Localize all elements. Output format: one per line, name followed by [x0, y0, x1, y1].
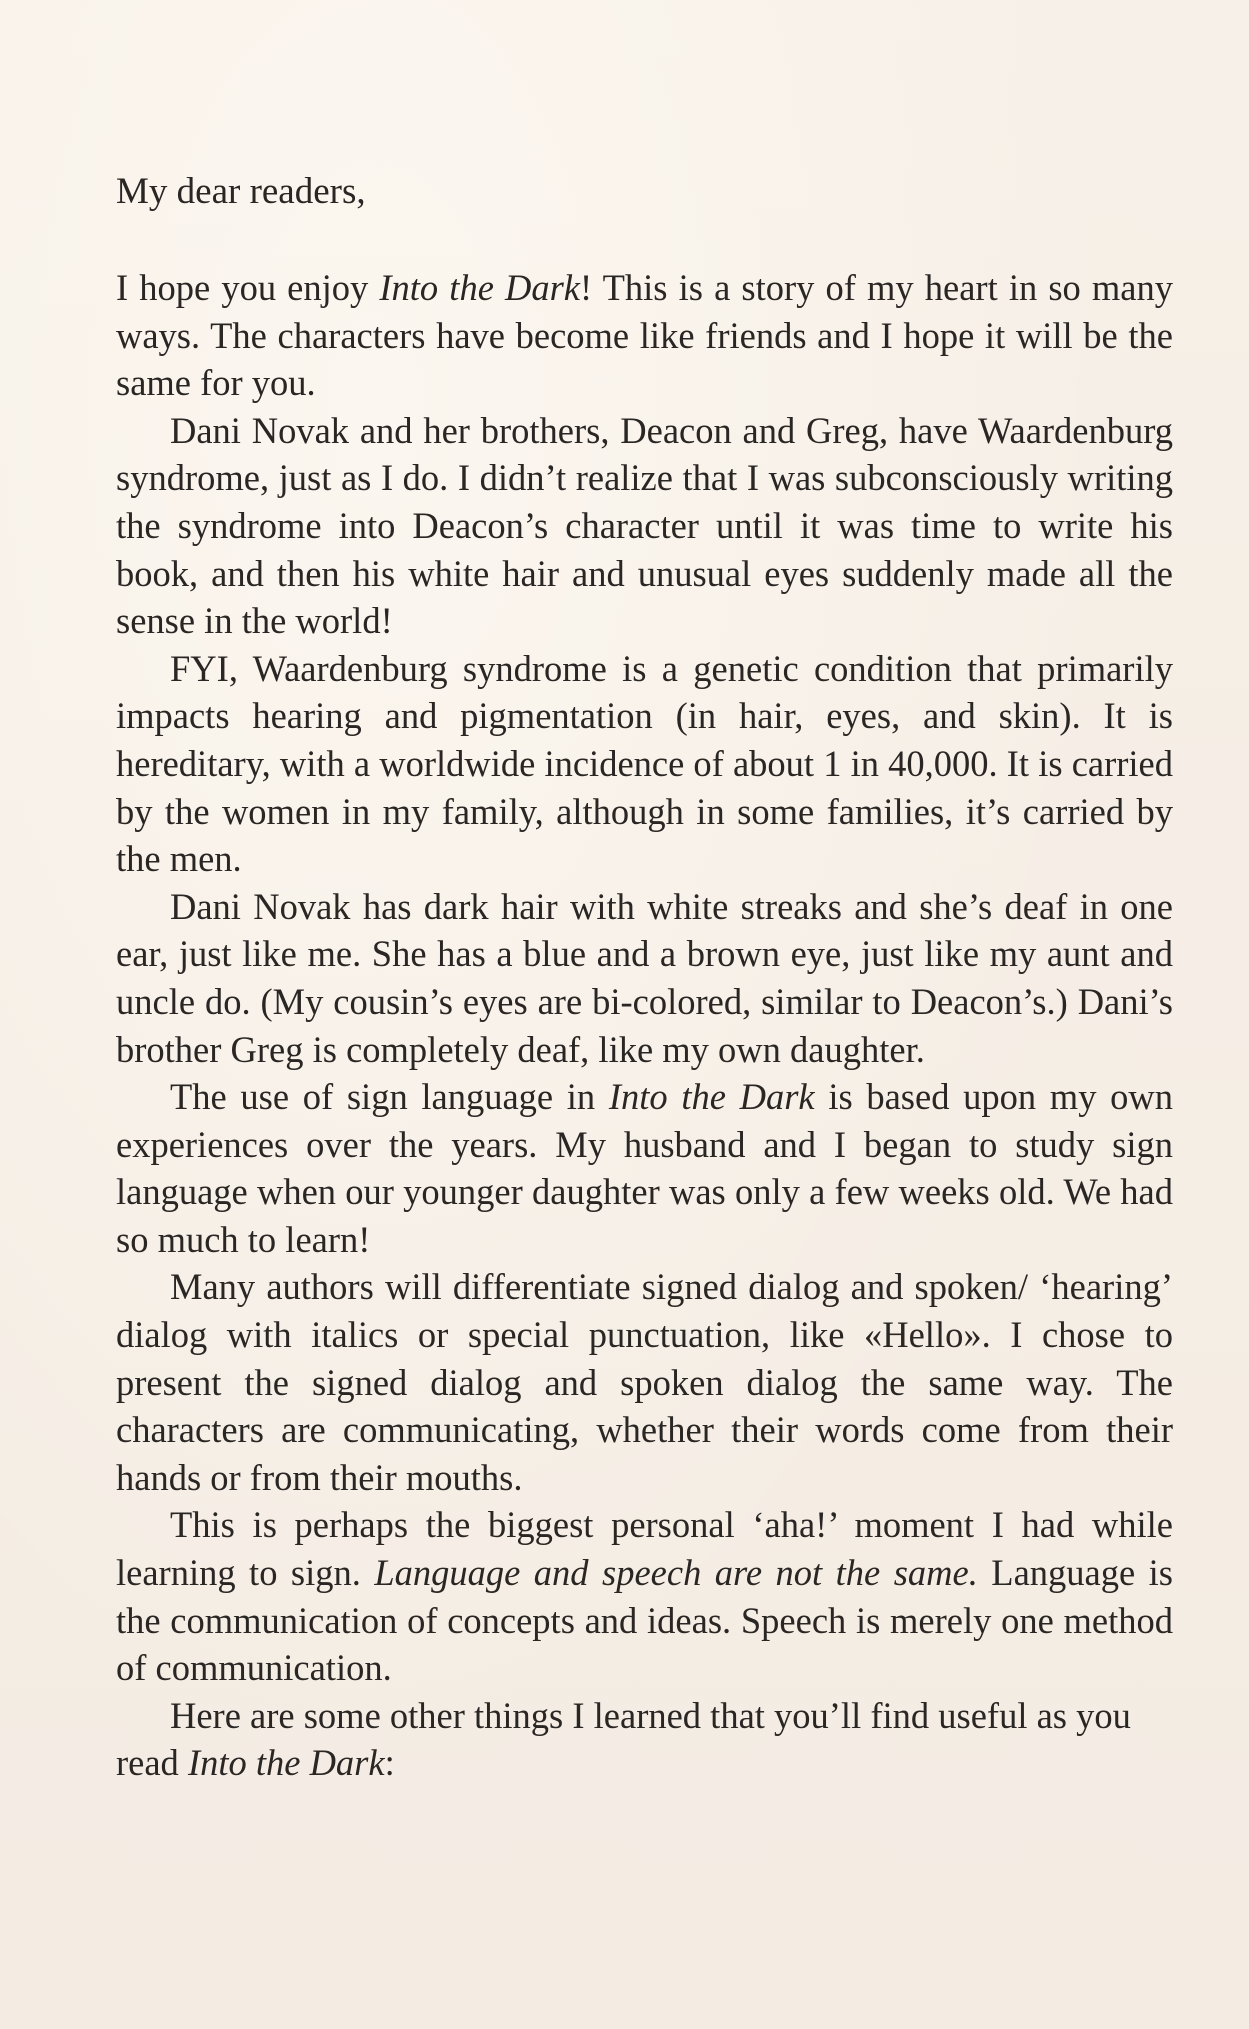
letter-body [116, 168, 1173, 1787]
paragraph-1-text-a: I hope you enjoy [116, 267, 380, 308]
paragraph-7 [116, 1501, 1173, 1691]
paragraph-7-text-a: This is perhaps the biggest personal ‘aha!’ moment I had while learning to sign. [116, 1504, 1173, 1594]
paragraph-7-text-b: Language is the communication of concepts and ideas. Speech is merely one method of communication. [116, 1552, 1174, 1689]
paragraph-5-text-b: is based upon my own experiences over the years. My husband and I began to study sign language when our younger daughter was only a few weeks old. We had so much to learn! [116, 1076, 1173, 1260]
paragraph-5 [116, 1073, 1173, 1263]
paragraph-2: Dani Novak and her brothers, Deacon and Greg, have Waardenburg syndrome, just as I do. I didn’t realize that I was subconsciously writing the syndrome into Deacon’s character until it was time to write his book, and then his white hair and unusual eyes suddenly made all the sense in the world! [116, 409, 1173, 642]
paragraph-6: Many authors will differentiate signed dialog and spoken/ ‘hearing’ dialog with italics or special punctuation, like «Hello». I chose to present the signed dialog and spoken dialog the same way. The characters are communicating, whether their words come from their hands or from their mouths. [116, 1266, 1173, 1498]
paragraph-8-text-b: : [384, 1742, 395, 1784]
paragraph-8 [116, 1692, 1173, 1787]
book-title: Into the Dark [608, 1076, 815, 1118]
paragraph-8-text-a: Here are some other things I learned that you’ll find useful as you read [116, 1694, 1131, 1784]
paragraph-1 [116, 264, 1173, 407]
emphasis-text: Language and speech are not the same. [374, 1552, 978, 1594]
book-title: Into the Dark [379, 267, 581, 308]
paragraph-4: Dani Novak has dark hair with white streaks and she’s deaf in one ear, just like me. She has a blue and a brown eye, just like my aunt and uncle do. (My cousin’s eyes are bi-colored, similar to Deacon’s.) Dani’s brother Greg is completely deaf, like my own daughter. [116, 885, 1173, 1070]
greeting: My dear readers, [116, 171, 366, 212]
paragraph-3: FYI, Waardenburg syndrome is a genetic condition that primarily impacts hearing and pigmentation (in hair, eyes, and skin). It is hereditary, with a worldwide incidence of about 1 in 40,000. It is carried by the women in my family, although in some families, it’s carried by the men. [116, 647, 1173, 880]
book-title: Into the Dark [187, 1742, 385, 1784]
paragraph-1-text-b: ! This is a story of my heart in so many ways. The characters have become like friends and I hope it will be the same for you. [116, 267, 1173, 404]
paragraph-5-text-a: The use of sign language in [170, 1076, 609, 1118]
